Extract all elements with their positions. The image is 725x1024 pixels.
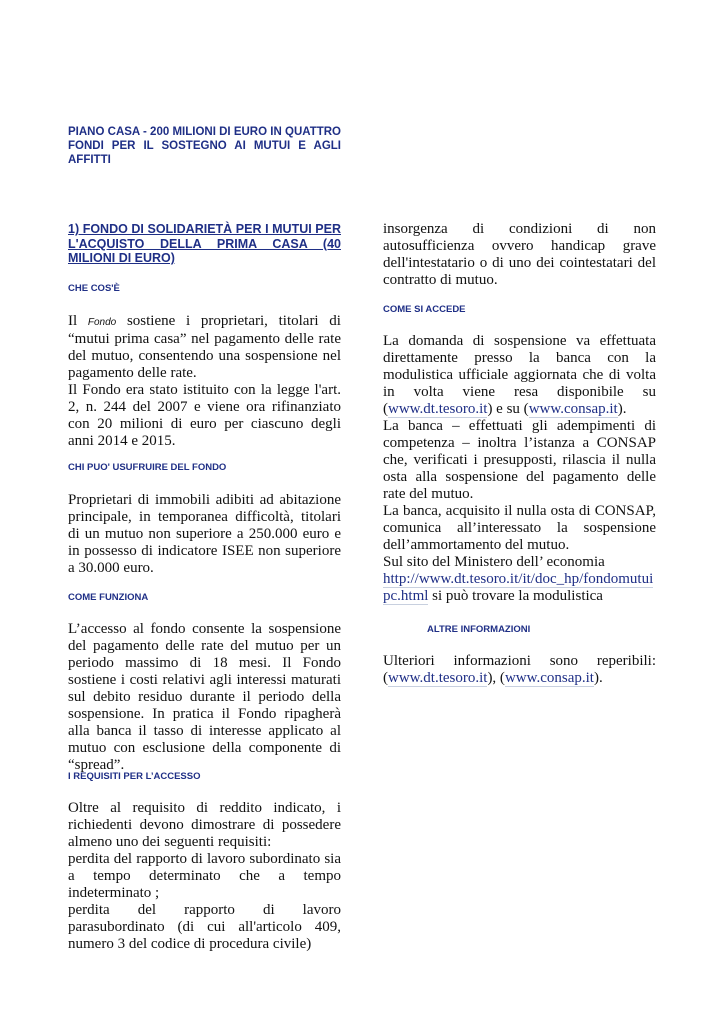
- page-title: PIANO CASA - 200 MILIONI DI EURO IN QUATTRO FONDI PER IL SOSTEGNO AI MUTUI E AGLI AFFITTI: [68, 126, 341, 166]
- link-dt-tesoro-2[interactable]: www.dt.tesoro.it: [388, 670, 488, 686]
- subheading-chi-puo: CHI PUO' USUFRUIRE DEL FONDO: [68, 462, 227, 473]
- paragraph-come-si-accede: La domanda di sospensione va effettuata direttamente presso la banca con la modulistica ufficiale aggiornata che di volta in volta viene resa disponibile su (www.dt.tesoro.it) e su (www.consap.it). La banca – effettuati gli adempimenti di competenza – inoltra l’istanza a CONSAP che, verificati i presupposti, rilascia il nulla osta alla sospensione del pagamento delle rate del mutuo. La banca, acquisito il nulla osta di CONSAP, comunica all’interessato la sospensione dell’ammortamento del mutuo. Sul sito del Ministero dell’ economia http://www.dt.tesoro.it/it/doc_hp/fondomutui pc.html si può trovare la modulistica: [383, 333, 656, 604]
- subheading-requisiti: I REQUISITI PER L’ACCESSO: [68, 771, 201, 782]
- link-consap-2[interactable]: www.consap.it: [504, 670, 594, 686]
- subheading-che-cose: CHE COS'È: [68, 283, 120, 294]
- subheading-altre-informazioni: ALTRE INFORMAZIONI: [427, 624, 531, 635]
- paragraph-che-cose: Il Fondo sostiene i proprietari, titolari di “mutui prima casa” nel pagamento delle rate del mutuo, consentendo una sospensione nel pagamento delle rate. Il Fondo era stato istituito con la legge l'art. 2, n. 244 del 2007 e viene ora rifinanziato con 20 milioni di euro per ciascuno degli anni 2014 e 2015.: [68, 313, 341, 449]
- link-consap[interactable]: www.consap.it: [528, 401, 618, 417]
- paragraph-requisiti: Oltre al requisito di reddito indicato, i richiedenti devono dimostrare di possedere almeno uno dei seguenti requisiti: perdita del rapporto di lavoro subordinato sia a tempo determinato che a tempo indeterminato ; perdita del rapporto di lavoro parasubordinato (di cui all'articolo 409, numero 3 del codice di procedura civile): [68, 800, 341, 952]
- link-dt-tesoro[interactable]: www.dt.tesoro.it: [388, 401, 488, 417]
- paragraph-come-funziona: L’accesso al fondo consente la sospensione del pagamento delle rate del mutuo per un periodo massimo di 18 mesi. Il Fondo sostiene i costi relativi agli interessi maturati sul debito residuo durante il periodo della sospensione. In pratica il Fondo ripagherà alla banca il tasso di interesse applicato al mutuo con esclusione della componente di “spread”.: [68, 621, 341, 773]
- section-heading: 1) FONDO DI SOLIDARIETÀ PER I MUTUI PER L'ACQUISTO DELLA PRIMA CASA (40 MILIONI DI EURO): [68, 222, 341, 265]
- paragraph-altre-informazioni: Ulteriori informazioni sono reperibili: (www.dt.tesoro.it), (www.consap.it).: [383, 653, 656, 686]
- fondo-word: Fondo: [87, 317, 117, 328]
- subheading-come-si-accede: COME SI ACCEDE: [383, 304, 466, 315]
- subheading-come-funziona: COME FUNZIONA: [68, 592, 149, 603]
- paragraph-requisiti-continued: insorgenza di condizioni di non autosufficienza ovvero handicap grave dell'intestatario o di uno dei cointestatari del contratto di mutuo.: [383, 221, 656, 288]
- link-modulistica[interactable]: http://www.dt.tesoro.it/it/doc_hp/fondomutui pc.html: [383, 571, 654, 604]
- paragraph-chi-puo: Proprietari di immobili adibiti ad abitazione principale, in temporanea difficoltà, titolari di un mutuo non superiore a 250.000 euro e in possesso di indicatore ISEE non superiore a 30.000 euro.: [68, 492, 341, 576]
